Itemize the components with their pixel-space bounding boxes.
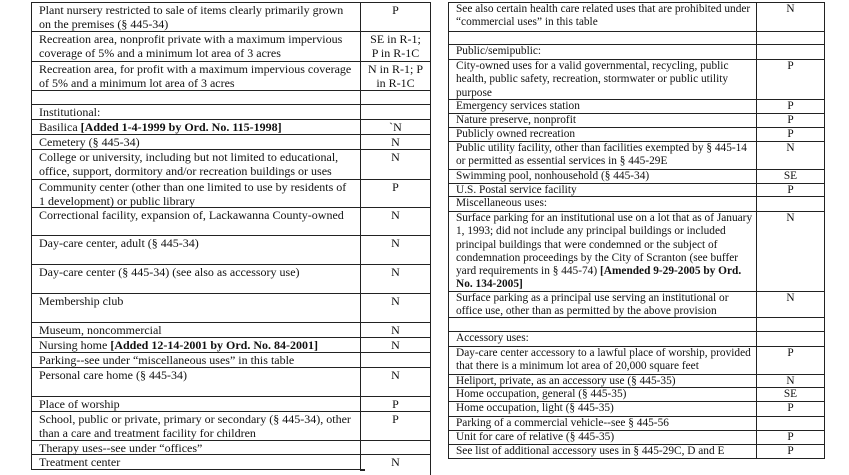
use-cell (32, 338, 361, 352)
use-cell (449, 32, 757, 44)
table-row (449, 60, 824, 100)
use-cell: Personal care home (§ 445-34) (32, 368, 361, 396)
table-row (32, 180, 430, 208)
permission-cell: N (786, 292, 795, 304)
use-cell (32, 120, 361, 134)
section-header-row (449, 332, 824, 347)
use-regulations-table-left (31, 2, 431, 470)
use-cell: Cemetery (§ 445-34) (32, 135, 361, 149)
permission-cell (361, 441, 430, 454)
permission-cell: N in R-1; P in R-1C (367, 62, 423, 90)
permission-cell (757, 417, 824, 430)
section-header: Institutional: (32, 105, 361, 119)
table-row (32, 397, 430, 412)
use-cell: Swimming pool, nonhousehold (§ 445-34) (449, 170, 757, 183)
use-cell: Unit for care of relative (§ 445-35) (449, 431, 757, 444)
permission-cell: P (787, 114, 794, 126)
use-cell: Heliport, private, as an accessory use (§ 445-35) (449, 375, 757, 387)
table-row (32, 265, 430, 294)
permission-cell: N (391, 455, 400, 469)
table-row (32, 32, 430, 62)
table-row (449, 100, 824, 114)
permission-cell: P (787, 128, 794, 140)
use-cell: Plant nursery restricted to sale of items clearly primarily grown on the premises (§ 445-34) (32, 3, 361, 31)
use-text: Basilica (39, 120, 78, 134)
use-cell: Therapy uses--see under “offices” (32, 441, 361, 454)
table-row (449, 292, 824, 318)
permission-cell: N (391, 150, 400, 164)
permission-cell (757, 332, 824, 346)
table-row (32, 294, 430, 323)
use-cell: Parking of a commercial vehicle--see § 445-56 (449, 417, 757, 430)
table-row (449, 184, 824, 197)
permission-cell: N (391, 265, 400, 279)
permission-cell: N (391, 368, 400, 382)
permission-cell: P (787, 402, 794, 414)
use-cell (449, 318, 757, 331)
table-row (32, 236, 430, 265)
permission-cell (757, 197, 824, 211)
section-header: Public/semipublic: (449, 45, 757, 59)
table-row (449, 142, 824, 170)
use-cell: U.S. Postal service facility (449, 184, 757, 196)
permission-cell: P (787, 184, 794, 196)
permission-cell: P (787, 100, 794, 112)
permission-cell: P (787, 431, 794, 443)
section-header-row (449, 45, 824, 60)
use-cell: Home occupation, light (§ 445-35) (449, 402, 757, 416)
use-cell: See list of additional accessory uses in § 445-29C, D and E (449, 445, 757, 458)
permission-cell: N (391, 135, 400, 149)
permission-cell: SE (783, 388, 798, 400)
section-header-row (449, 197, 824, 212)
use-text: Surface parking for an institutional use on a lot that as of January 1, 1993; did not include any principal buildings or included principal buildings that were condemned or the subject of condemnation proceedings by the City of Scranton (see buffer yard requirements in § 445-74) (456, 212, 753, 277)
permission-cell: N (391, 323, 400, 337)
permission-cell: P (392, 180, 399, 194)
permission-cell: SE (783, 170, 798, 182)
section-header-row (32, 105, 430, 120)
permission-cell: N (391, 208, 400, 222)
section-header: Accessory uses: (449, 332, 757, 346)
permission-cell (757, 318, 824, 331)
permission-cell: N (391, 236, 400, 250)
use-cell: Emergency services station (449, 100, 757, 113)
use-cell: Membership club (32, 294, 361, 322)
section-header: Miscellaneous uses: (449, 197, 757, 211)
table-row (449, 417, 824, 431)
table-row (449, 375, 824, 388)
empty-row (449, 318, 824, 332)
use-cell: Museum, noncommercial (32, 323, 361, 337)
permission-cell: P (392, 412, 399, 426)
table-row (32, 412, 430, 441)
use-cell: Nature preserve, nonprofit (449, 114, 757, 127)
table-row (32, 135, 430, 150)
table-row (449, 212, 824, 292)
table-border-extension (360, 469, 365, 471)
permission-cell: `N (389, 120, 402, 134)
table-row (32, 368, 430, 397)
use-cell: Correctional facility, expansion of, Lackawanna County-owned (32, 208, 361, 235)
permission-cell: P (392, 3, 399, 17)
table-border-extension (430, 469, 432, 475)
amendment-note: [Amended 9-29-2005 by Ord. No. 134-2005] (456, 265, 742, 291)
table-row (32, 208, 430, 236)
permission-cell: SE in R-1; P in R-1C (370, 32, 421, 60)
empty-row (32, 91, 430, 105)
permission-cell (757, 32, 824, 44)
use-text: Nursing home (39, 338, 108, 352)
use-cell (449, 212, 757, 291)
use-cell: Day-care center, adult (§ 445-34) (32, 236, 361, 264)
table-row (32, 353, 430, 368)
permission-cell (361, 91, 430, 104)
permission-cell: N (786, 212, 795, 224)
table-row (449, 170, 824, 184)
permission-cell: P (392, 397, 399, 411)
use-cell: Surface parking as a principal use serving an institutional or office use, other than as permitted by the above provision (449, 292, 757, 317)
use-cell: Treatment center (32, 455, 361, 470)
permission-cell: P (787, 445, 794, 457)
use-cell: College or university, including but not limited to educational, office, support, dormitory and/or recreation buildings or uses (32, 150, 361, 179)
table-row (449, 347, 824, 375)
table-row (449, 114, 824, 128)
table-row (32, 441, 430, 455)
table-row (32, 323, 430, 338)
use-cell (32, 91, 361, 104)
table-row (449, 128, 824, 142)
use-regulations-table-right (448, 2, 825, 459)
permission-cell: N (391, 294, 400, 308)
use-cell: Home occupation, general (§ 445-35) (449, 388, 757, 401)
table-row (32, 455, 430, 470)
table-row (449, 3, 824, 32)
table-row (32, 3, 430, 32)
permission-cell (361, 353, 430, 367)
permission-cell: P (787, 60, 794, 72)
amendment-note: [Added 12-14-2001 by Ord. No. 84-2001] (110, 338, 318, 352)
table-row (32, 120, 430, 135)
use-cell: Parking--see under “miscellaneous uses” in this table (32, 353, 361, 367)
use-cell: City-owned uses for a valid governmental, recycling, public health, public safety, recreation, stormwater or public utility purpose (449, 60, 757, 99)
use-cell: Recreation area, for profit with a maximum impervious coverage of 5% and a minimum lot area of 3 acres (32, 62, 361, 90)
permission-cell: N (786, 375, 795, 387)
use-cell: Publicly owned recreation (449, 128, 757, 141)
table-row (32, 338, 430, 353)
permission-cell: N (391, 338, 400, 352)
empty-row (449, 32, 824, 45)
permission-cell (361, 105, 430, 119)
use-cell: Community center (other than one limited to use by residents of 1 development) or public library (32, 180, 361, 207)
table-row (449, 445, 824, 459)
permission-cell (757, 45, 824, 59)
table-row (449, 388, 824, 402)
amendment-note: [Added 1-4-1999 by Ord. No. 115-1998] (80, 120, 282, 134)
table-row (32, 62, 430, 91)
table-row (32, 150, 430, 180)
use-cell: See also certain health care related uses that are prohibited under “commercial uses” in this table (449, 3, 757, 31)
use-cell: Day-care center (§ 445-34) (see also as accessory use) (32, 265, 361, 293)
permission-cell: P (787, 347, 794, 359)
table-row (449, 402, 824, 417)
table-row (449, 431, 824, 445)
use-cell: Recreation area, nonprofit private with a maximum impervious coverage of 5% and a minimum lot area of 3 acres (32, 32, 361, 61)
use-cell: Place of worship (32, 397, 361, 411)
permission-cell: N (786, 142, 795, 154)
use-cell: School, public or private, primary or secondary (§ 445-34), other than a care and treatment facility for children (32, 412, 361, 440)
use-cell: Day-care center accessory to a lawful place of worship, provided that there is a minimum lot area of 20,000 square feet (449, 347, 757, 374)
permission-cell: N (786, 3, 795, 15)
use-cell: Public utility facility, other than facilities exempted by § 445-14 or permitted as essential services in § 445-29E (449, 142, 757, 169)
